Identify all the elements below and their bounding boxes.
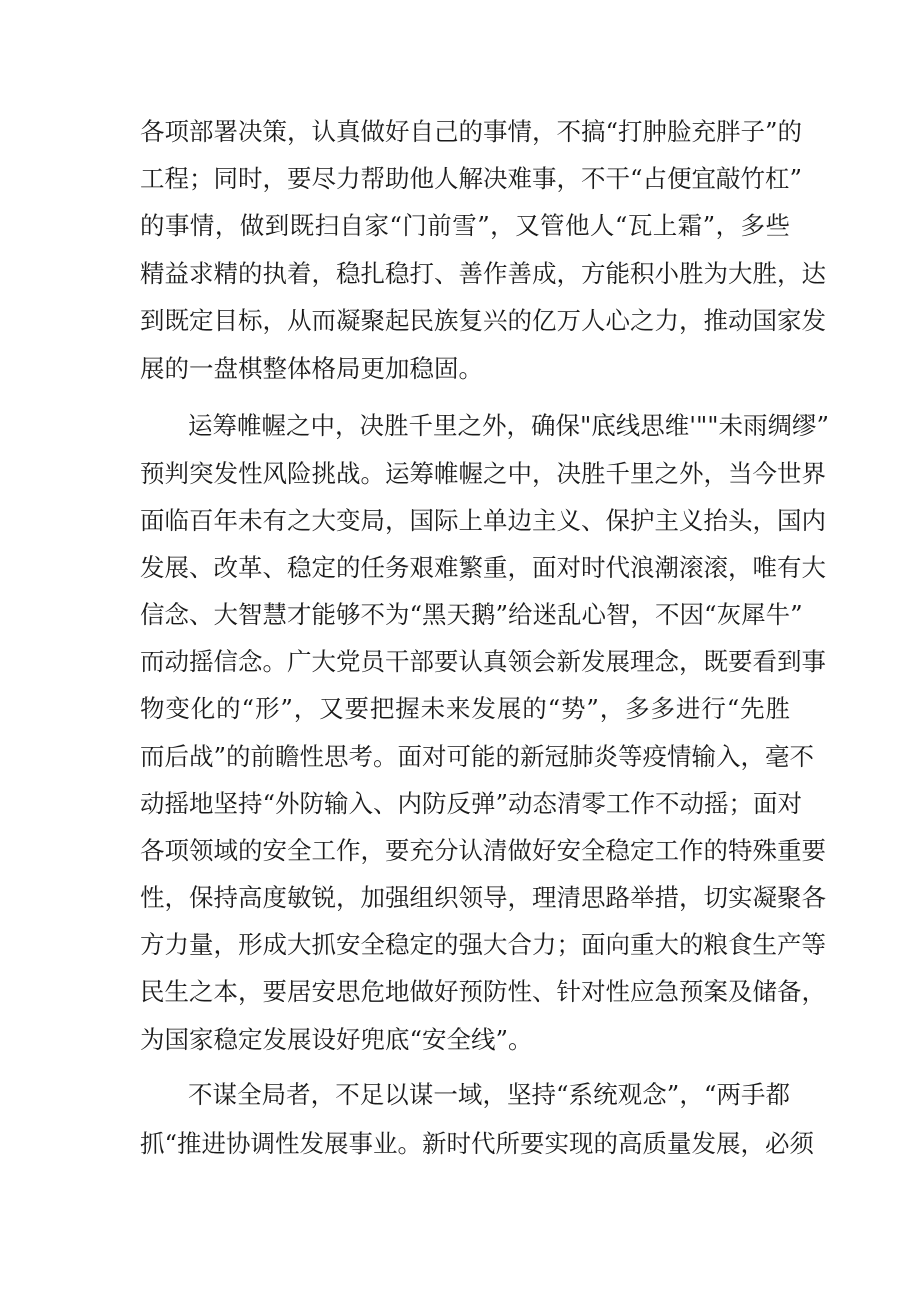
text-line: 抓“推进协调性发展事业。新时代所要实现的高质量发展，必须	[140, 1129, 815, 1158]
text-line: 而后战”的前瞻性思考。面对可能的新冠肺炎等疫情输入，毫不	[140, 742, 815, 771]
paragraph-first-line: 运筹帷幄之中，决胜千里之外，确保"底线思维'""未雨绸缪”	[188, 411, 830, 440]
text-line: 民生之本，要居安思危地做好预防性、针对性应急预案及储备，	[140, 977, 826, 1006]
text-line: 方力量，形成大抓安全稳定的强大合力；面向重大的粮食生产等	[140, 930, 826, 959]
text-line: 性，保持高度敏锐，加强组织领导，理清思路举措，切实凝聚各	[140, 883, 826, 912]
paragraph-first-line: 不谋全局者，不足以谋一域，坚持“系统观念”，“两手都	[188, 1080, 790, 1109]
text-line: 面临百年未有之大变局，国际上单边主义、保护主义抬头，国内	[140, 506, 826, 535]
text-line: 动摇地坚持“外防输入、内防反弹”动态清零工作不动摇；面对	[140, 789, 803, 818]
text-line: 精益求精的执着，稳扎稳打、善作善成，方能积小胜为大胜，达	[140, 259, 826, 288]
text-line: 预判突发性风险挑战。运筹帷幄之中，决胜千里之外，当今世界	[140, 459, 826, 488]
text-line: 而动摇信念。广大党员干部要认真领会新发展理念，既要看到事	[140, 647, 826, 676]
text-line: 为国家稳定发展设好兜底“安全线”。	[140, 1025, 533, 1054]
text-line: 各项部署决策，认真做好自己的事情，不搞“打肿脸充胖子”的	[140, 117, 803, 146]
text-line: 展的一盘棋整体格局更加稳固。	[140, 354, 483, 383]
text-line: 发展、改革、稳定的任务艰难繁重，面对时代浪潮滚滚，唯有大	[140, 553, 826, 582]
text-line: 的事情，做到既扫自家“门前雪”，又管他人“瓦上霜”，多些	[140, 211, 790, 240]
text-line: 信念、大智慧才能够不为“黑天鹅”给迷乱心智，不因“灰犀牛”	[140, 600, 803, 629]
text-line: 到既定目标，从而凝聚起民族复兴的亿万人心之力，推动国家发	[140, 306, 826, 335]
text-line: 物变化的“形”，又要把握未来发展的“势”，多多进行“先胜	[140, 694, 790, 723]
text-line: 各项领域的安全工作，要充分认清做好安全稳定工作的特殊重要	[140, 836, 826, 865]
text-line: 工程；同时，要尽力帮助他人解决难事，不干“占便宜敲竹杠”	[140, 164, 803, 193]
